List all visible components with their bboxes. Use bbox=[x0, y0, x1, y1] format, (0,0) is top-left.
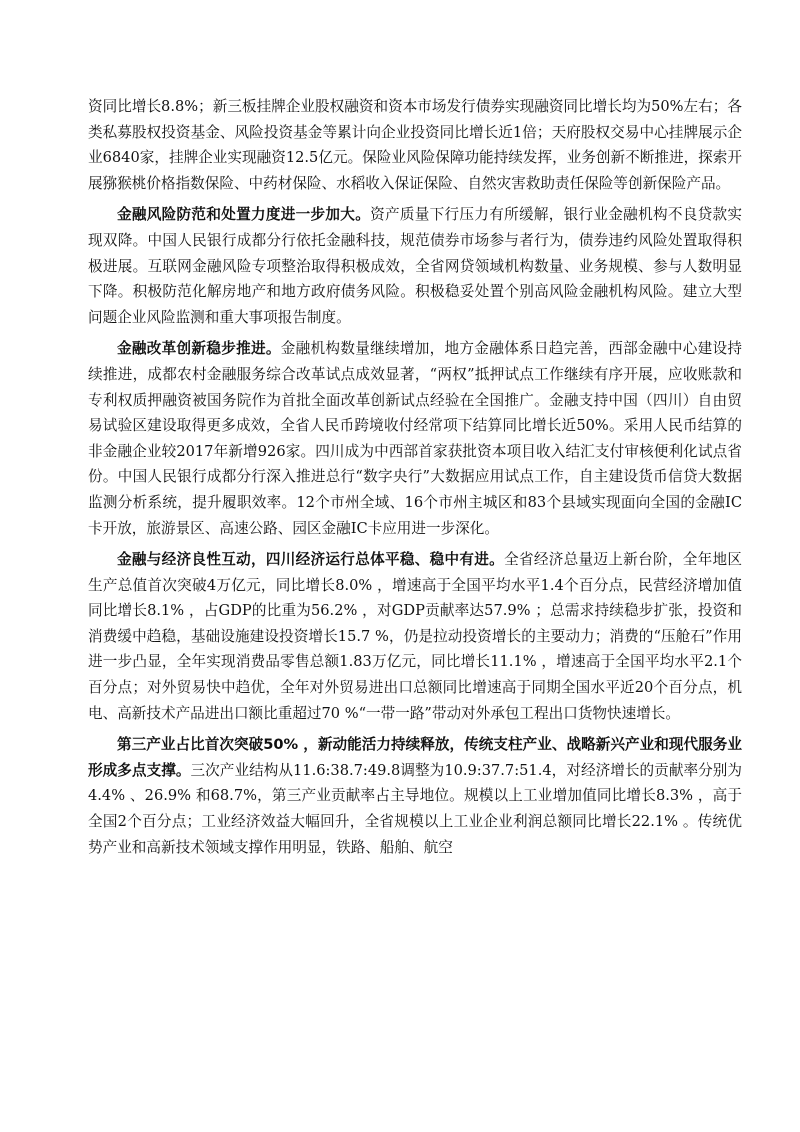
paragraph-5 bbox=[88, 732, 742, 860]
paragraph-3-text: 金融机构数量继续增加，地方金融体系日趋完善，西部金融中心建设持续推进，成都农村金融服务综合改革试点成效显著，“两权”抵押试点工作继续有序开展，应收账款和专利权质押融资被国务院作为首批全面改革创新试点经验在全国推广。金融支持中国（四川）自由贸易试验区建设取得更多成效，全省人民币跨境收付经常项下结算同比增长近50%。采用人民币结算的非金融企业较2017年新增926家。四川成为中西部首家获批资本项目收入结汇支付审核便利化试点省份。中国人民银行成都分行深入推进总行“数字央行”大数据应用试点工作，自主建设货币信贷大数据监测分析系统，提升履职效率。12个市州全域、16个市州主城区和83个县域实现面向全国的金融IC卡开放，旅游景区、高速公路、园区金融IC卡应用进一步深化。 bbox=[88, 340, 742, 537]
paragraph-2 bbox=[88, 202, 742, 330]
paragraph-4-text: 全省经济总量迈上新台阶，全年地区生产总值首次突破4万亿元，同比增长8.0% ，增速高于全国平均水平1.4个百分点，民营经济增加值同比增长8.1% ，占GDP的比重为56.2% ，对GDP贡献率达57.9% ；总需求持续稳步扩张，投资和消费缓中趋稳，基础设施建设投资增长15.7 %，仍是拉动投资增长的主要动力；消费的“压舱石”作用进一步凸显，全年实现消费品零售总额1.83万亿元，同比增长11.1% ，增速高于全国平均水平2.1个百分点；对外贸易快中趋优，全年对外贸易进出口总额同比增速高于同期全国水平近20个百分点，机电、高新技术产品进出口额比重超过70 %“一带一路”带动对外承包工程出口货物快速增长。 bbox=[88, 551, 742, 722]
paragraph-3 bbox=[88, 336, 742, 541]
paragraph-2-heading: 金融风险防范和处置力度进一步加大。 bbox=[117, 206, 371, 224]
paragraph-3-heading: 金融改革创新稳步推进。 bbox=[117, 340, 281, 358]
document-page bbox=[88, 94, 742, 866]
paragraph-4-heading: 金融与经济良性互动，四川经济运行总体平稳、稳中有进。 bbox=[117, 551, 505, 569]
paragraph-2-text: 资产质量下行压力有所缓解，银行业金融机构不良贷款实现双降。中国人民银行成都分行依托金融科技，规范债券市场参与者行为，债券违约风险处置取得积极进展。互联网金融风险专项整治取得积极成效，全省网贷领域机构数量、业务规模、参与人数明显下降。积极防范化解房地产和地方政府债务风险。积极稳妥处置个别高风险金融机构风险。建立大型问题企业风险监测和重大事项报告制度。 bbox=[88, 206, 742, 326]
paragraph-4 bbox=[88, 547, 742, 726]
paragraph-5-heading: 第三产业占比首次突破50% ，新动能活力持续释放，传统支柱产业、战略新兴产业和现代服务业形成多点支撑。 bbox=[88, 736, 742, 779]
paragraph-1-text: 资同比增长8.8%；新三板挂牌企业股权融资和资本市场发行债券实现融资同比增长均为50%左右；各类私募股权投资基金、风险投资基金等累计向企业投资同比增长近1倍；天府股权交易中心挂牌展示企业6840家，挂牌企业实现融资12.5亿元。保险业风险保障功能持续发挥，业务创新不断推进，探索开展猕猴桃价格指数保险、中药材保险、水稻收入保证保险、自然灾害救助责任保险等创新保险产品。 bbox=[88, 98, 742, 192]
paragraph-1 bbox=[88, 94, 742, 196]
paragraph-5-text: 三次产业结构从11.6:38.7:49.8调整为10.9:37.7:51.4，对经济增长的贡献率分别为4.4% 、26.9% 和68.7%，第三产业贡献率占主导地位。规模以上工业增加值同比增长8.3% ，高于全国2个百分点；工业经济效益大幅回升，全省规模以上工业企业利润总额同比增长22.1% 。传统优势产业和高新技术领域支撑作用明显，铁路、船舶、航空 bbox=[88, 761, 742, 856]
